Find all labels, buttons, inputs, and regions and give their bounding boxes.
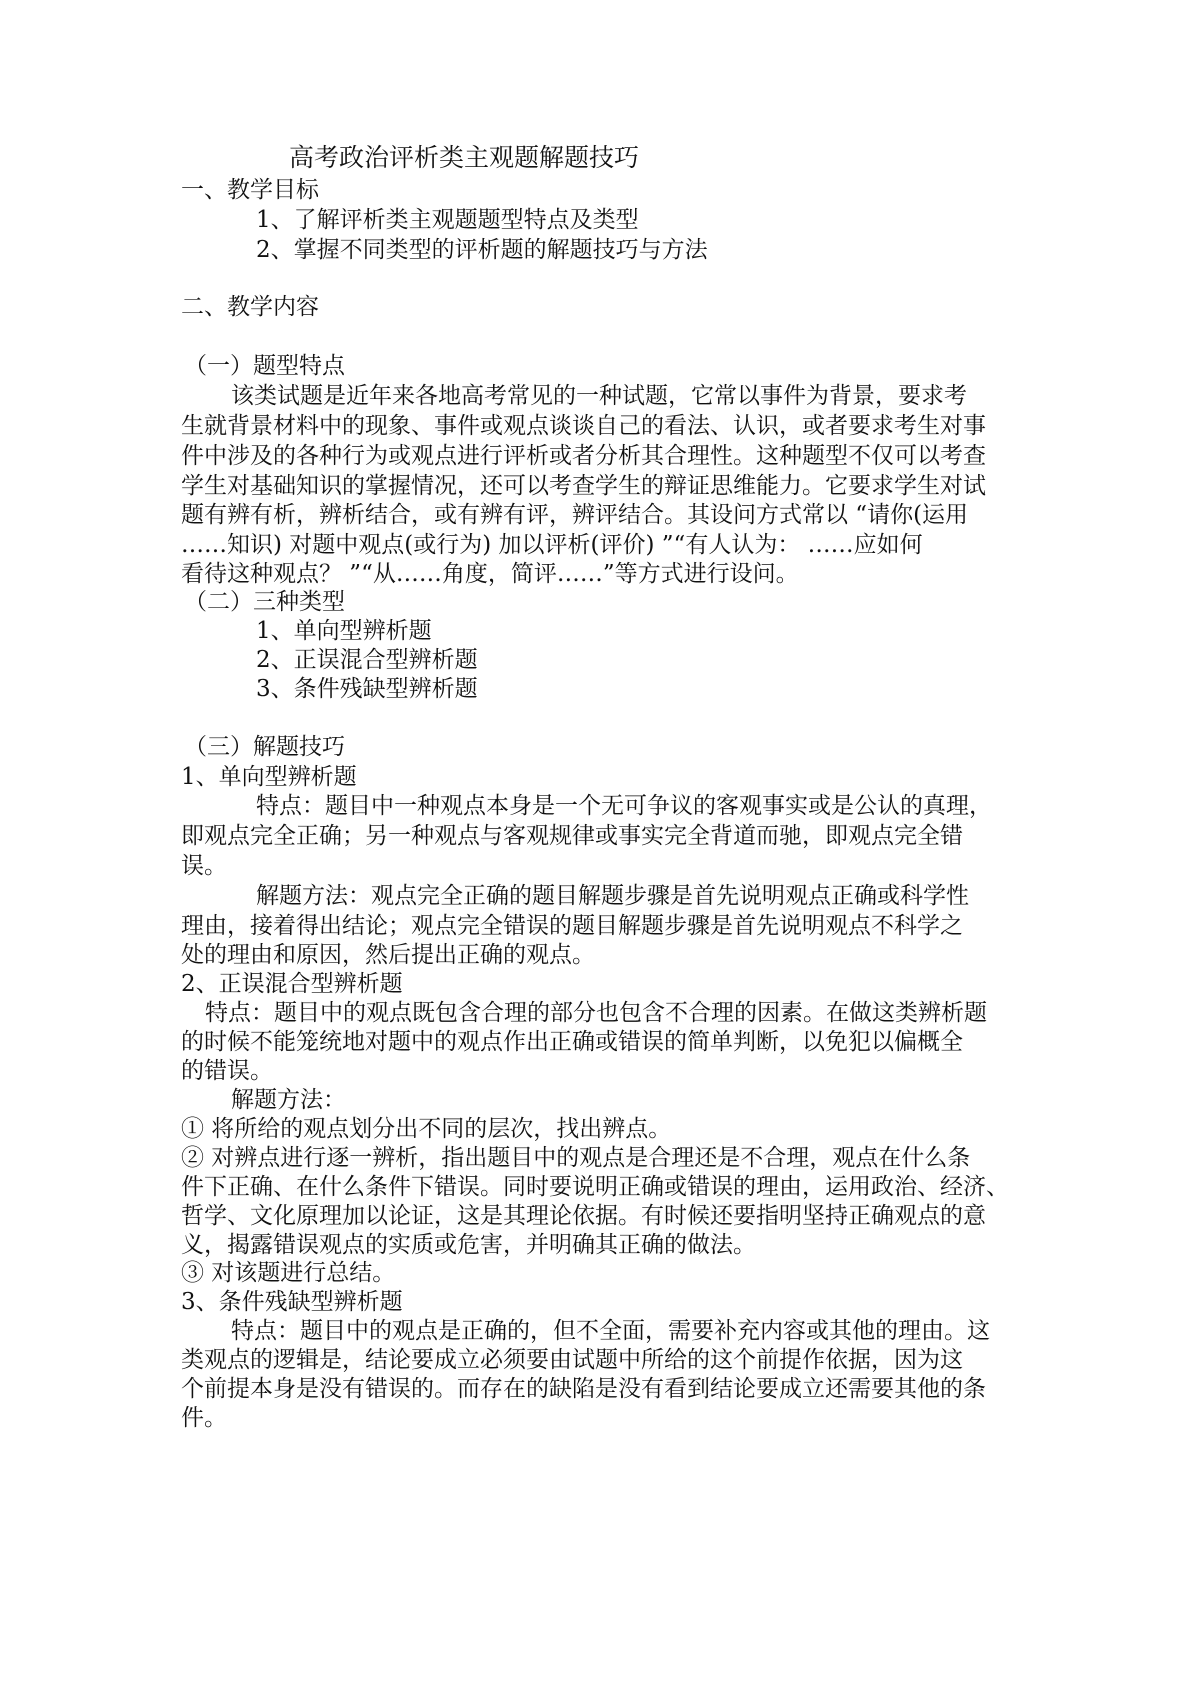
section-heading-content: 二、教学内容 [181, 294, 319, 320]
paragraph-line: 题有辨有析，辨析结合，或有辨有评，辨评结合。其设问方式常以 “请你(运用 [181, 502, 969, 528]
technique-heading: 1、单向型辨析题 [181, 764, 357, 790]
paragraph-line: 误。 [181, 853, 227, 879]
section-heading-objectives: 一、教学目标 [181, 177, 319, 203]
paragraph-line: 的时候不能笼统地对题中的观点作出正确或错误的简单判断，以免犯以偏概全 [181, 1029, 963, 1055]
paragraph-line: 哲学、文化原理加以论证，这是其理论依据。有时候还要指明坚持正确观点的意 [181, 1203, 986, 1229]
paragraph-line: 特点：题目中一种观点本身是一个无可争议的客观事实或是公认的真理， [256, 793, 992, 819]
subsection-heading-types: （二）三种类型 [184, 589, 345, 615]
technique-heading: 3、条件残缺型辨析题 [181, 1289, 403, 1315]
paragraph-line: ……知识) 对题中观点(或行为) 加以评析(评价) ”“有人认为： ……应如何 [181, 532, 923, 558]
paragraph-line: 解题方法：观点完全正确的题目解题步骤是首先说明观点正确或科学性 [256, 883, 969, 909]
paragraph-line: 特点：题目中的观点既包含合理的部分也包含不合理的因素。在做这类辨析题 [205, 1000, 987, 1026]
objective-item: 2、掌握不同类型的评析题的解题技巧与方法 [256, 237, 708, 263]
paragraph-line: 的错误。 [181, 1058, 273, 1084]
document-title: 高考政治评析类主观题解题技巧 [289, 143, 640, 172]
paragraph-line: 即观点完全正确；另一种观点与客观规律或事实完全背道而驰，即观点完全错 [181, 823, 963, 849]
paragraph-line: 生就背景材料中的现象、事件或观点谈谈自己的看法、认识，或者要求考生对事 [181, 413, 986, 439]
step-item: ③ 对该题进行总结。 [181, 1260, 396, 1286]
type-item: 2、正误混合型辨析题 [256, 647, 478, 673]
technique-heading: 2、正误混合型辨析题 [181, 971, 403, 997]
step-item: ② 对辨点进行逐一辨析，指出题目中的观点是合理还是不合理，观点在什么条 [181, 1145, 971, 1171]
subsection-heading-techniques: （三）解题技巧 [184, 734, 345, 760]
method-label: 解题方法： [231, 1087, 346, 1113]
step-item: ① 将所给的观点划分出不同的层次，找出辨点。 [181, 1116, 672, 1142]
paragraph-line: 处的理由和原因，然后提出正确的观点。 [181, 942, 595, 968]
paragraph-line: 个前提本身是没有错误的。而存在的缺陷是没有看到结论要成立还需要其他的条 [181, 1376, 986, 1402]
paragraph-line: 理由，接着得出结论；观点完全错误的题目解题步骤是首先说明观点不科学之 [181, 913, 963, 939]
type-item: 1、单向型辨析题 [256, 618, 432, 644]
paragraph-line: 特点：题目中的观点是正确的，但不全面，需要补充内容或其他的理由。这 [231, 1318, 990, 1344]
paragraph-line: 件。 [181, 1405, 227, 1431]
paragraph-line: 学生对基础知识的掌握情况，还可以考查学生的辩证思维能力。它要求学生对试 [181, 473, 986, 499]
paragraph-line: 看待这种观点？ ”“从……角度，简评……”等方式进行设问。 [181, 561, 799, 587]
paragraph-line: 件下正确、在什么条件下错误。同时要说明正确或错误的理由，运用政治、经济、 [181, 1174, 1009, 1200]
subsection-heading-features: （一）题型特点 [184, 353, 345, 379]
paragraph-line: 义，揭露错误观点的实质或危害，并明确其正确的做法。 [181, 1232, 756, 1258]
type-item: 3、条件残缺型辨析题 [256, 676, 478, 702]
paragraph-line: 该类试题是近年来各地高考常见的一种试题，它常以事件为背景，要求考 [231, 383, 967, 409]
paragraph-line: 件中涉及的各种行为或观点进行评析或者分析其合理性。这种题型不仅可以考查 [181, 443, 986, 469]
objective-item: 1、了解评析类主观题题型特点及类型 [256, 207, 639, 233]
paragraph-line: 类观点的逻辑是，结论要成立必须要由试题中所给的这个前提作依据，因为这 [181, 1347, 963, 1373]
